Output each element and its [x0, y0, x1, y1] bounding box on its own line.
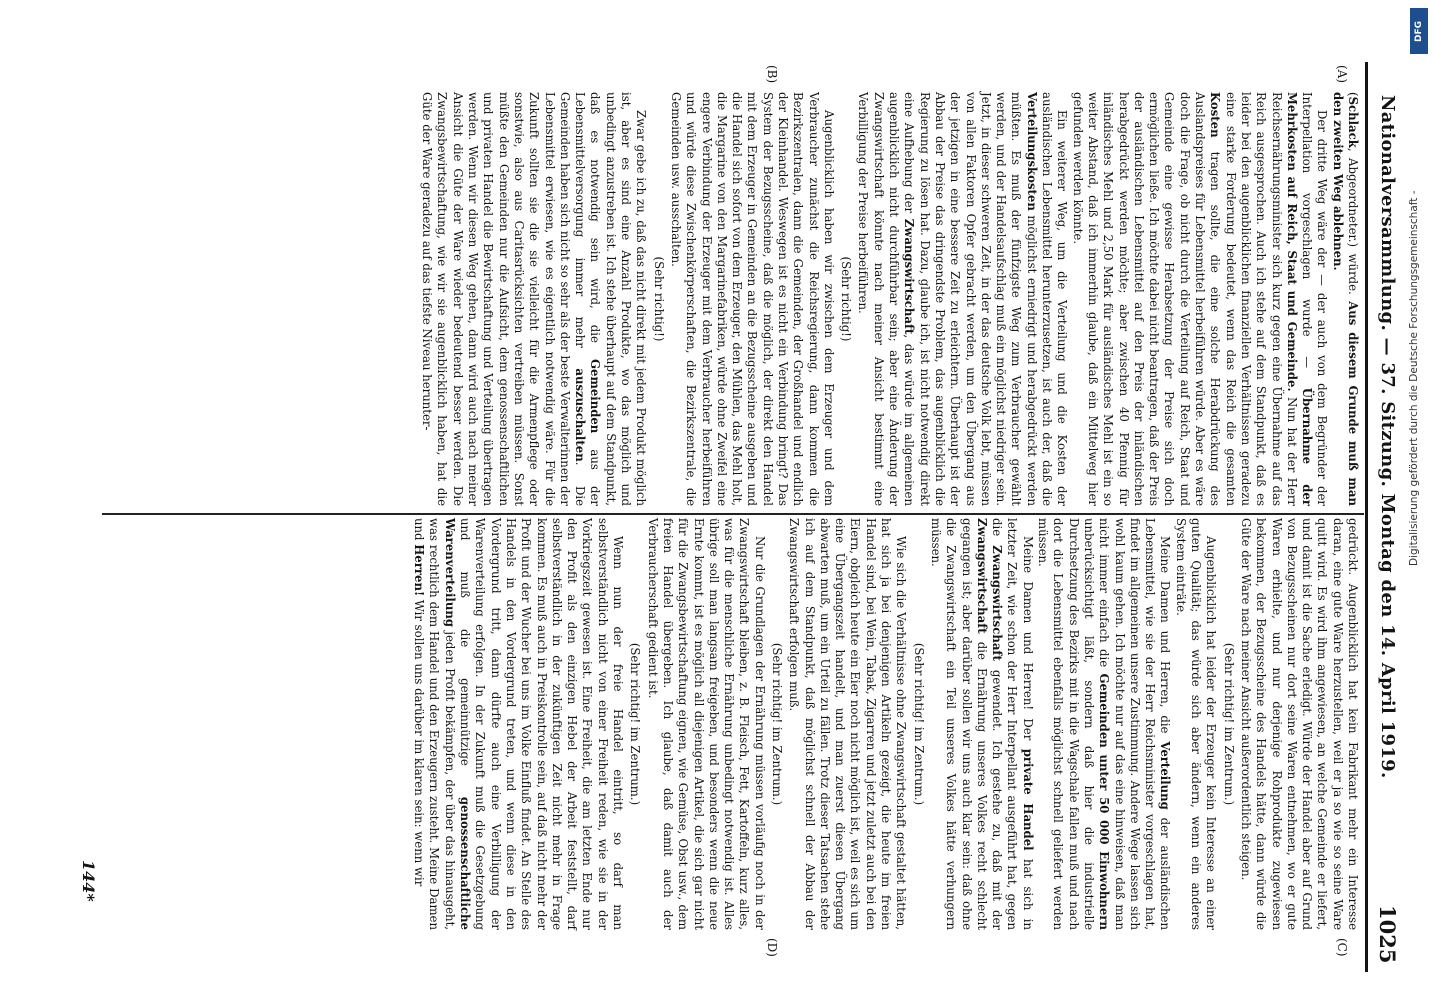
paragraph: Augenblicklich hat leider der Erzeuger kein Interesse an einer guten Qualität; das würde sich aber ändern, wenn ein anderes System einträte.: [1173, 518, 1219, 930]
interjection: (Sehr richtig! im Zentrum.): [911, 642, 926, 806]
interjection: (Sehr richtig! im Zentrum.): [1221, 642, 1236, 806]
paragraph: Ein weiterer Weg, um die Verteilung und die Kosten der ausländischen Lebensmittel herunterzusetzen, ist auch der, daß die Verteilungskosten möglichst erniedrigt und herabgedrückt werden müßten. Es muß der fünfzigste Weg zum Verbraucher gewählt werden, und der Handelsaufschlag muß ein möglichst niedriger sein. Jetzt, in dieser schweren Zeit, in der das deutsche Volk lebt, müssen von allen Faktoren Opfer gebracht werden, um den Übergang aus der jetzigen in eine bessere Zeit zu erleichtern. Überhaupt ist der Abbau der Preise das dringendste Problem, das augenblicklich die Regierung zu lösen hat. Dazu, glaube ich, ist nicht notwendig direkt eine Aufhebung der Zwangswirtschaft, das würde im allgemeinen augenblicklich nicht durchführbar sein; aber eine Änderung der Zwangswirtschaft könnte nach meiner Ansicht bestimmt eine Verbilligung der Preise herbeiführen.: [856, 92, 1070, 507]
right-text-column: [411, 518, 1360, 930]
interjection: (Sehr richtig! im Zentrum.): [628, 642, 643, 806]
paragraph: Nur die Grundlagen der Ernährung müssen vorläufig noch in der Zwangswirtschaft bleiben, z. B. Fleisch, Fett, Kartoffeln, kurz alles, was für die menschliche Ernährung unbedingt notwendig ist. Alles übrige soll man langsam freigeben, und besonders wenn die neue Ernte kommt, ist es möglich all diejenigen Artikel, die sich gar nicht für die Zwangsbewirtschaftung eignen, wie Gemüse, Obst usw., dem freien Handel übergeben. Ich glaube, daß damit auch der Verbraucherschaft gedient ist.: [645, 518, 767, 930]
margin-mark-c: (C): [1335, 938, 1349, 957]
interjection: (Sehr richtig!): [839, 256, 854, 342]
column-divider: [102, 513, 1364, 515]
paragraph: gedrückt. Augenblicklich hat kein Fabrikant mehr ein Interesse daran, eine gute Ware herzustellen, weil er ja so wie so seine Ware quitt wird. Es wird ihm angewiesen, an welche Gemeinde er liefert, und damit ist die Sache erledigt. Würde der Handel aber auf Grund von Bezugsscheinen nur dort seine Waren entnehmen, wo er gute Waren erhielte, und nur derjenige Rohprodukte zugewiesen bekommen, der Bezugsscheine des Handels hätte, dann würde die Güte der Ware nach meiner Ansicht außerordentlich steigen.: [1238, 518, 1360, 930]
signature-mark: 144*: [79, 860, 98, 902]
margin-mark-d: (D): [765, 938, 779, 957]
paragraph: Der dritte Weg wäre der — der auch von dem Begründer der Interpellation vorgeschlagen wurde — Übernahme der Mehrkosten auf Reich, Staat und Gemeinde. Nun hat der Herr Reichsernährungsminister sich kurz gegen eine Übernahme auf das Reich ausgesprochen. Auch ich stehe auf dem Standpunkt, daß es leider bei den augenblicklichen finanziellen Verhältnissen geradezu eine starke Forderung bedeutet, wenn das Reich die gesamten Kosten tragen sollte, die eine solche Herabdrückung des Auslandspreises für Lebensmittel herbeiführen würde. Aber es wäre doch die Frage, ob nicht durch die Verteilung auf Reich, Staat und Gemeinde eine gewisse Herabsetzung der Preise sich doch ermöglichen ließe. Ich möchte dabei nicht beantragen, daß der Preis der ausländischen Lebensmittel auf den Preis der inländischen herabgedrückt werden möchte; aber zwischen 40 Pfennig für inländisches Mehl und 2,50 Mark für ausländisches Mehl ist ein so weiter Abstand, daß ich immerhin glaube, daß ein Mittelweg hier gefunden werden könnte.: [1070, 92, 1330, 507]
left-text-column: [419, 92, 1360, 506]
paragraph: (Schlack, Abgeordneter.) würde. Aus diesem Grunde muß man den zweiten Weg ablehnen.: [1330, 92, 1360, 506]
paragraph: Wie sich die Verhältnisse ohne Zwangswirtschaft gestaltet hätten, hat sich ja bei denjenigen Artikeln gezeigt, die heute im freien Handel sind, bei Wein, Tabak, Zigarren und jetzt zuletzt auch bei den Eiern, obgleich heute ein Eier noch nicht möglich ist, weil es sich um eine Übergangszeit handelt, und man zuerst diesen Übergang abwarten muß, um ein Urteil zu fällen. Trotz dieser Tatsachen stehe ich auf dem Standpunkt, daß möglichst schnell der Abbau der Zwangswirtschaft erfolgen muß.: [787, 518, 909, 930]
paragraph: Wenn nun der freie Handel eintritt, so darf man selbstverständlich nicht von einer Freiheit reden, wie sie in der Vorkriegszeit gewesen ist. Eine Freiheit, die am letzten Ende nur den Profit als den einzigen Hebel der Arbeit feststellt, darf selbstverständlich in der zukünftigen Zeit nicht mehr in Frage kommen. Es muß auch in Preiskontrolle sein, auf daß nicht mehr der Profit und der Wucher bei uns im Volke Einfluß findet. An Stelle des Handels in den Vordergrund treten, und wenn diese in den Vordergrund tritt, dann dürfte auch eine Verbilligung der Warenverteilung erfolgen. In der Zukunft muß die Gesetzgebung und muß die gemeinnützige genossenschaftliche Warenverteilung jeden Profit bekämpfen, der über das hinausgeht, was rechtlich dem Handel und den Erzeugern zusteht. Meine Damen und Herren! Wir sollen uns darüber im klaren sein: wenn wir: [412, 518, 626, 930]
interjection: (Sehr richtig! im Zentrum.): [770, 642, 785, 806]
margin-mark-a: (A): [1335, 65, 1349, 84]
paragraph: Meine Damen und Herren! Der private Handel hat sich in letzter Zeit, wie schon der Herr Interpellant ausgeführt hat, gegen die Zwangswirtschaft gewendet. Ich gestehe zu, daß mit der Zwangswirtschaft die Ernährung unseres Volkes recht schlecht gegangen ist; aber darüber sollen wir uns auch klar sein: daß ohne die Zwangswirtschaft ein Teil unseres Volkes hätte verhungern müssen.: [928, 518, 1035, 930]
page-number: 1025: [1375, 905, 1400, 964]
interjection: (Sehr richtig!): [651, 256, 666, 342]
digitization-credit: Digitalisierung gefördert durch die Deutsche Forschungsgemeinschaft -: [1408, 190, 1420, 566]
header-rule: [1365, 62, 1368, 972]
dfg-logo: DFG: [1410, 8, 1428, 54]
paragraph: Meine Damen und Herren, die Verteilung der ausländischen Lebensmittel, wie sie der Herr Reichsminister vorgeschlagen hat, findet im allgemeinen unsere Zustimmung. Andere Wege lassen sich wohl kaum gehen. Ich möchte nur auf das eine hinweisen, daß man nicht immer einfach die Gemeinden unter 50 000 Einwohnern unberücksichtigt läßt, sondern daß hier die industrielle Durchsetzung des Bezirks mit in die Wagschale fallen muß und nach dort die Lebensmittel ebenfalls möglichst schnell geliefert werden müssen.: [1036, 518, 1173, 930]
paragraph: Zwar gebe ich zu, daß das nicht direkt mit jedem Produkt möglich ist, aber es sind eine Anzahl Produkte, wo das möglich und unbedingt anzustreben ist. Ich stehe überhaupt auf dem Standpunkt, daß es notwendig sein wird, die Gemeinden aus der Lebensmittelversorgung immer mehr auszuschalten. Die Gemeinden haben sich nicht so sehr als der beste Verwalterinnen der Lebensmittel erwiesen, wie es eigentlich notwendig wäre. Für die Zukunft sollten sie die sie vielleicht für die Armenpflege oder sonstwie, also aus Caritasrücksichten vertreiben müssen. Sonst müßte den Gemeinden nur die Aufsicht, dem genossenschaftlichen und privaten Handel die Bewirtschaftung und Verteilung übertragen werden. Wenn wir diesen Weg gehen, dann wird auch nach meiner Ansicht die Güte der Ware wieder bedeutend besser werden. Die Zwangsbewirtschaftung, wie wir sie augenblicklich haben, hat die Güte der Ware geradezu auf das tiefste Niveau herunter-: [420, 92, 649, 506]
paragraph: Augenblicklich haben wir zwischen dem Erzeuger und dem Verbraucher zunächst die Reichsregierung, dann kommen die Bezirkszentralen, dann die Gemeinden, der Großhandel und endlich der Kleinhandel. Weswegen ist es nicht ein Verbindung bringt? Das System der Bezugsscheine, daß die möglich, der direkt den Handel mit dem Erzeuger in Gemeinden an die Bezugsscheine ausgeben und die Handel sich sofort von dem Erzeuger, den Mühlen, das Mehl holt, die Margarine von den Margarinefabriken, würde ohne Zweifel eine engere Verbindung der Erzeuger mit dem Verbraucher herbeiführen und würde diese Zwischenkörperschaften, die Bezirkszentrale, die Gemeinden usw. ausschalten.: [668, 92, 836, 506]
running-header: Nationalversammlung. — 37. Sitzung. Montag den 14. April 1919.: [1377, 95, 1398, 779]
margin-mark-b: (B): [765, 65, 779, 84]
